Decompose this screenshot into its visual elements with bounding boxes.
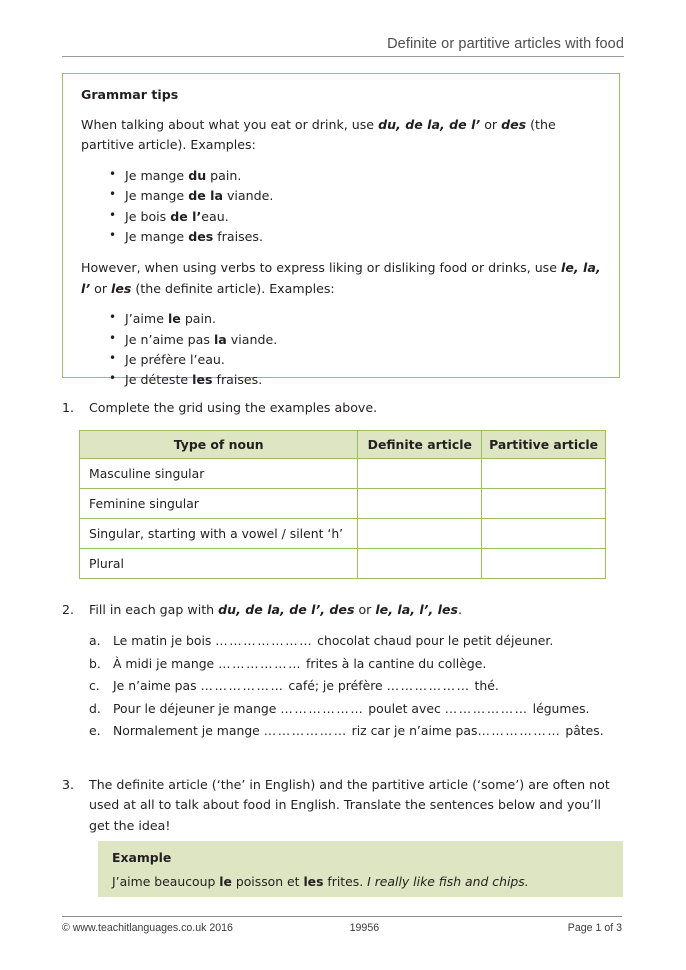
sentence-part: légumes. [528,700,590,716]
cell-partitive-answer[interactable] [482,459,606,489]
example-article: le [167,311,181,327]
sentence-part: thé. [470,678,499,693]
cell-partitive-answer[interactable] [482,549,606,579]
table-row [80,549,606,579]
grammar-tips-box [62,73,620,388]
item-letter: e. [89,723,101,738]
list-item [81,350,601,370]
list-item [81,330,601,350]
item-letter: b. [89,655,101,671]
noun-article-grid [79,430,606,579]
sentence-part: Le matin je bois [113,633,216,648]
example-post: fraises. [213,228,263,244]
instruction-articles1: du, de la, de l’, des [218,602,355,617]
table-row [80,459,606,489]
para2-articles: le, la, l’ [81,260,601,296]
para2-part2: or [90,280,111,296]
question-3-number: 3. [62,777,75,792]
para1-part2: or [480,117,502,132]
example-english-translation: I really like fish and chips. [367,874,529,889]
para1-part1: When talking about what you eat or drink, use [81,117,379,132]
example-article-le: le [219,874,232,889]
sentence-part: Je n’aime pas [113,678,201,693]
example-post: pain. [206,167,242,183]
answer-gap[interactable]: ……………… [218,655,303,671]
item-letter: c. [89,678,100,693]
example-pre: Je déteste [125,372,193,388]
page-title: Definite or partitive articles with food [387,36,624,52]
answer-gap[interactable]: ……………… [263,723,348,738]
cell-definite-answer[interactable] [358,489,482,519]
example-pre: Je mange [125,167,189,183]
list-item [81,186,601,206]
list-item [81,227,601,247]
example-post: pain. [180,311,217,327]
item-letter: a. [89,633,101,648]
question-3 [62,775,622,836]
cell-definite-answer[interactable] [358,459,482,489]
column-header-type: Type of noun [80,431,358,459]
list-item [89,678,624,693]
header-divider [62,56,624,57]
cell-noun-type: Masculine singular [80,459,358,489]
footer-doc-id: 19956 [349,922,380,934]
list-item [89,633,624,648]
example-pre: J’aime [125,311,168,327]
example-article: la [213,331,227,347]
column-header-definite: Definite article [358,431,482,459]
list-item [89,701,624,716]
example-pre: Je mange [125,188,189,204]
para1-articles2: des [501,117,527,132]
para1-part3: (the partitive article). Examples: [81,117,556,153]
list-item [81,166,601,186]
example-french-pre: J’aime beaucoup [112,874,220,889]
partitive-examples-list [81,166,601,248]
item-letter: d. [89,700,101,716]
example-article: de l’ [170,208,202,224]
example-article-les: les [303,874,324,889]
instruction-articles2: le, la, l’, les [375,602,458,617]
grammar-tips-heading: Grammar tips [81,87,179,102]
para1-articles: du, de la, de l’ [378,117,481,132]
instruction-part2: or [354,602,376,617]
footer-copyright: © www.teachitlanguages.co.uk 2016 [62,922,233,934]
example-article: des [188,228,214,244]
sentence-part: poulet avec [364,700,445,716]
cell-partitive-answer[interactable] [482,519,606,549]
example-sentence [112,874,609,889]
example-post: eau. [201,208,229,224]
table-row [80,519,606,549]
gap-fill-list [89,633,624,746]
answer-gap[interactable]: ……………… [477,723,562,738]
answer-gap[interactable]: ……………… [200,678,285,693]
list-item [89,723,624,738]
cell-noun-type: Plural [80,549,358,579]
list-item [81,309,601,329]
column-header-partitive: Partitive article [482,431,606,459]
definite-examples-list [81,309,601,391]
question-1 [62,398,622,418]
example-post: viande. [226,331,278,347]
list-item [89,656,624,671]
grammar-paragraph-2 [81,258,601,299]
list-item [81,370,601,390]
example-article: les [192,372,213,388]
question-1-text: Complete the grid using the examples above. [89,400,378,415]
sentence-part: frites à la cantine du collège. [302,655,487,671]
answer-gap[interactable]: ……………… [280,700,365,716]
cell-noun-type: Singular, starting with a vowel / silent ‘h’ [80,519,358,549]
sentence-part: Normalement je mange [113,723,264,738]
table-header-row [80,431,606,459]
cell-noun-type: Feminine singular [80,489,358,519]
para2-part1: However, when using verbs to express liking or disliking food or drinks, use [81,260,561,276]
cell-partitive-answer[interactable] [482,489,606,519]
example-post: fraises. [212,372,263,388]
example-box [98,841,623,897]
question-1-number: 1. [62,400,75,415]
page-header [62,36,624,57]
cell-definite-answer[interactable] [358,519,482,549]
list-item [81,207,601,227]
para2-part3: (the definite article). Examples: [131,280,335,296]
instruction-part3: . [458,602,463,617]
sentence-part: chocolat chaud pour le petit déjeuner. [313,633,554,648]
page-footer [62,916,622,934]
instruction-part1: Fill in each gap with [89,602,219,617]
sentence-part: café; je préfère [284,678,387,693]
footer-page-number: Page 1 of 3 [567,922,622,934]
example-pre: Je n’aime pas [125,331,214,347]
sentence-part: riz car je n’aime pas [347,723,478,738]
example-french-post: frites. [323,874,368,889]
example-pre: Je mange [125,228,189,244]
sentence-part: À midi je mange [113,655,219,671]
question-2-number: 2. [62,602,75,617]
question-2-instruction [89,600,622,620]
example-article: du [188,167,207,183]
cell-definite-answer[interactable] [358,549,482,579]
example-french-mid: poisson et [231,874,304,889]
sentence-part: pâtes. [561,723,604,738]
example-pre: Je préfère l’eau. [125,351,225,367]
example-title: Example [112,850,172,865]
question-2 [62,600,622,620]
question-3-text: The definite article (‘the’ in English) and the partitive article (‘some’) are often not used at all to talk about food in English. Translate the sentences below and you’ll get the idea! [89,777,610,833]
para2-articles2: les [111,280,132,296]
table-row [80,489,606,519]
answer-gap[interactable]: ……………… [444,700,529,716]
sentence-part: Pour le déjeuner je mange [113,700,281,716]
example-pre: Je bois [125,208,171,224]
example-post: viande. [222,188,274,204]
grammar-paragraph-1 [81,115,601,156]
answer-gap[interactable]: ………………… [215,633,314,648]
answer-gap[interactable]: ……………… [386,678,471,693]
example-article: de la [188,188,223,204]
